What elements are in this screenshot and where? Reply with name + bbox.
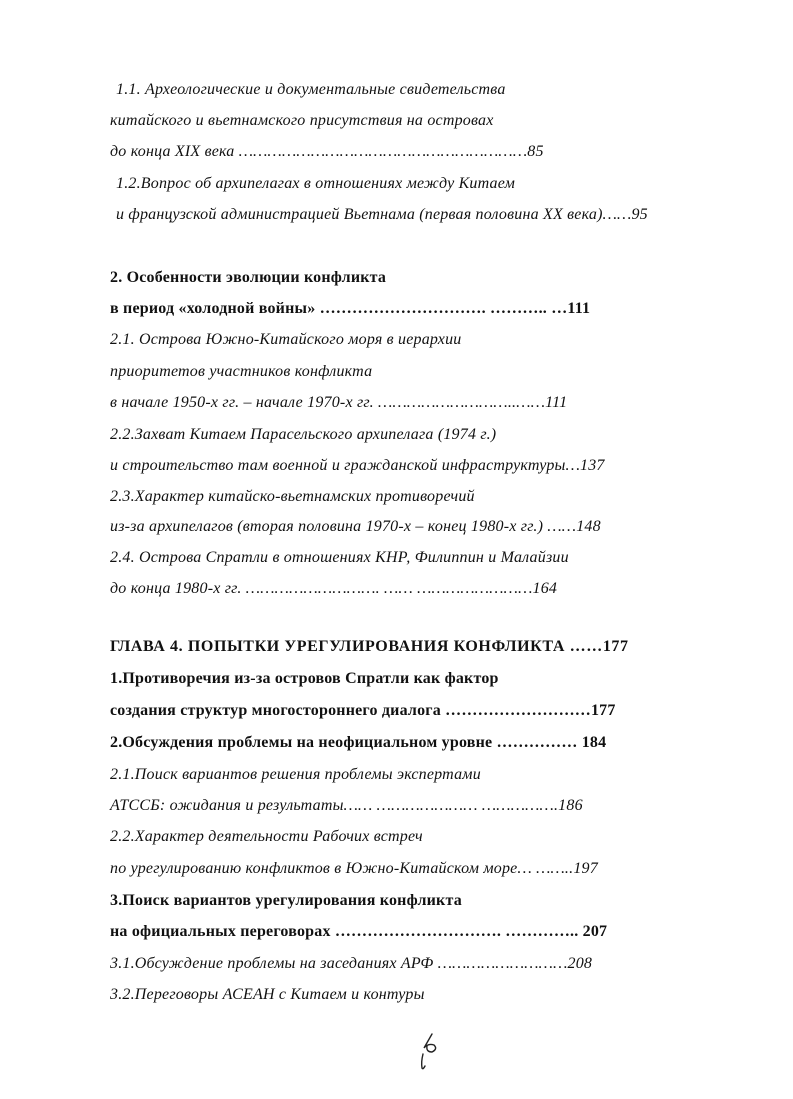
toc-line: 2.1. Острова Южно-Китайского моря в иерархии: [110, 331, 462, 348]
toc-line: 2.3.Характер китайско-вьетнамских противоречий: [110, 488, 475, 505]
toc-line: до конца XIX века ……………………………………………………85: [110, 143, 544, 160]
toc-heading: 2. Особенности эволюции конфликта: [110, 269, 387, 286]
toc-heading: в период «холодной войны» …………………………. ……….. …111: [110, 300, 591, 317]
toc-line: 3.1.Обсуждение проблемы на заседаниях АРФ ………………………208: [110, 955, 593, 972]
toc-line: из-за архипелагов (вторая половина 1970-х – конец 1980-х гг.) ……148: [110, 518, 601, 535]
toc-line: 2.4. Острова Спратли в отношениях КНР, Филиппин и Малайзии: [110, 549, 569, 566]
toc-heading: на официальных переговорах …………………………. ………….. 207: [110, 923, 608, 940]
toc-line: и строительство там военной и гражданской инфраструктуры…137: [110, 457, 605, 474]
toc-heading: создания структур многостороннего диалога ………………………177: [110, 702, 616, 719]
toc-line: и французской администрацией Вьетнама (первая половина XX века)……95: [116, 206, 648, 223]
toc-line: в начале 1950-х гг. – начале 1970-х гг. ………………………..……111: [110, 394, 568, 411]
toc-heading: 2.Обсуждения проблемы на неофициальном уровне …………… 184: [110, 734, 607, 751]
toc-line: приоритетов участников конфликта: [110, 363, 373, 380]
toc-line: по урегулированию конфликтов в Южно-Китайском море… ……..197: [110, 860, 598, 877]
toc-line: до конца 1980-х гг. ………………………. …… ……………………164: [110, 580, 558, 597]
toc-line: китайского и вьетнамского присутствия на островах: [110, 112, 494, 129]
toc-line: 2.1.Поиск вариантов решения проблемы экспертами: [110, 766, 481, 783]
toc-line: 1.2.Вопрос об архипелагах в отношениях между Китаем: [116, 175, 516, 192]
toc-line: 1.1. Археологические и документальные свидетельства: [116, 81, 506, 98]
chapter-heading: ГЛАВА 4. ПОПЫТКИ УРЕГУЛИРОВАНИЯ КОНФЛИКТА ……177: [110, 638, 629, 655]
handwritten-page-mark: [416, 1030, 446, 1074]
toc-heading: 3.Поиск вариантов урегулирования конфликта: [110, 892, 462, 909]
toc-line: 3.2.Переговоры АСЕАН с Китаем и контуры: [110, 986, 425, 1003]
toc-line: 2.2.Характер деятельности Рабочих встреч: [110, 828, 423, 845]
toc-line: 2.2.Захват Китаем Парасельского архипелага (1974 г.): [110, 426, 497, 443]
toc-line: АТССБ: ожидания и результаты…… ………………… …………….186: [110, 797, 583, 814]
toc-heading: 1.Противоречия из-за островов Спратли как фактор: [110, 670, 499, 687]
